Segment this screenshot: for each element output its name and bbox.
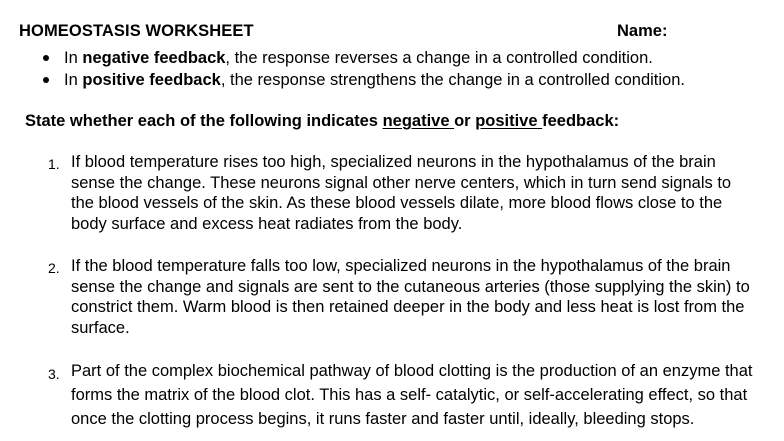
question-number: 1. <box>48 156 60 172</box>
question-number: 2. <box>48 260 60 276</box>
instruction-text: State whether each of the following indicates <box>25 112 383 130</box>
instruction-heading <box>25 112 619 131</box>
option-positive: positive <box>475 112 543 130</box>
definition-text: , the response strengthens the change in a controlled condition. <box>220 71 685 89</box>
definition-prefix: In <box>64 71 83 89</box>
question-text: If the blood temperature falls too low, specialized neurons in the hypothalamus of the brain sense the change and signals are sent to the cutaneous arteries (those supplying the skin) to constrict them. Warm blood is then retained deeper in the body and less heat is lost from the surface. <box>71 257 750 337</box>
definition-list <box>40 47 685 91</box>
name-label: Name: <box>617 22 668 40</box>
instruction-text: or <box>454 112 476 130</box>
question-3 <box>48 359 756 431</box>
definition-text: , the response reverses a change in a controlled condition. <box>225 49 653 67</box>
definition-term: positive feedback <box>82 71 221 89</box>
question-number: 3. <box>48 366 60 382</box>
definition-negative-feedback <box>40 47 685 69</box>
worksheet-title: HOMEOSTASIS WORKSHEET <box>19 22 254 40</box>
question-text: Part of the complex biochemical pathway of blood clotting is the production of an enzyme that forms the matrix of the blood clot. This has a self- catalytic, or self-accelerating effect, so that once the clotting process begins, it runs faster and faster until, ideally, bleeding stops. <box>71 362 753 428</box>
question-2 <box>48 256 756 338</box>
question-text: If blood temperature rises too high, specialized neurons in the hypothalamus of the brain sense the change. These neurons signal other nerve centers, which in turn send signals to the blood vessels of the skin. As these blood vessels dilate, more blood flows close to the body surface and excess heat radiates from the body. <box>71 153 732 233</box>
option-negative: negative <box>382 112 455 130</box>
definition-term: negative feedback <box>82 49 226 67</box>
question-1 <box>48 152 756 234</box>
instruction-text: feedback: <box>542 112 620 130</box>
definition-positive-feedback <box>40 69 685 91</box>
definition-prefix: In <box>64 49 83 67</box>
